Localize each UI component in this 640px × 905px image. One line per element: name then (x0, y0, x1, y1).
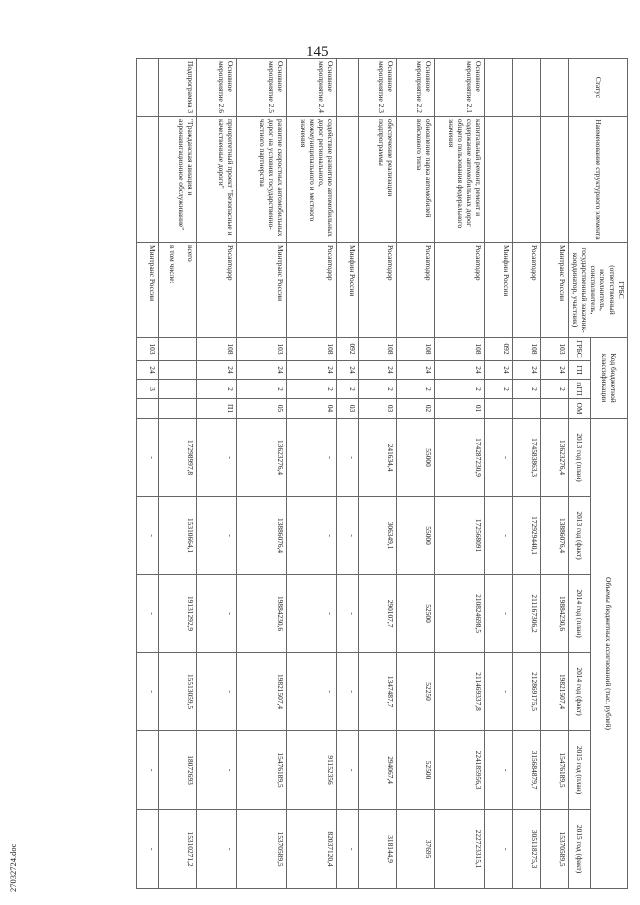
row-code-c4: 03 (337, 399, 359, 419)
row-value: - (485, 810, 513, 889)
row-status: Основное мероприятие 2.6 (197, 59, 237, 117)
row-grbs (237, 243, 287, 338)
header-grbs-title: ГРБС (617, 281, 626, 299)
row-value: 82037120,4 (287, 810, 337, 889)
budget-table (137, 58, 629, 889)
row-code-c4: 05 (237, 399, 287, 419)
row-code-c2: 24 (485, 361, 513, 380)
header-code-om: ОМ (569, 399, 590, 419)
row-value: 15310664,1 (159, 497, 197, 575)
table-row (513, 59, 541, 889)
rotated-page (108, 58, 628, 888)
row-grbs-label: Росавтодор (326, 245, 336, 281)
row-code-c2: 24 (435, 361, 485, 380)
row-value: 13886076,4 (541, 497, 569, 575)
row-value: - (137, 731, 159, 810)
row-status: Основное мероприятие 2.1 (435, 59, 485, 117)
row-status: Основное мероприятие 2.5 (237, 59, 287, 117)
row-value: 52500 (397, 575, 435, 653)
row-code-c1: 108 (359, 338, 397, 361)
table-body (137, 59, 569, 889)
row-name: развитие скоростных автомобильных дорог на условиях государственно-частного партнерства (237, 117, 287, 243)
header-code-pgp: пГП (569, 380, 590, 399)
header-year-2013-fact: 2013 год (факт) (569, 497, 590, 575)
row-value: - (197, 653, 237, 731)
row-value: 15476189,5 (541, 731, 569, 810)
table-row (485, 59, 513, 889)
header-year-2015-fact: 2015 год (факт) (569, 810, 590, 889)
row-code-c1 (159, 338, 197, 361)
row-value: 241634,4 (359, 419, 397, 497)
row-status: Подпрограмма 3 (159, 59, 197, 117)
row-code-c2: 24 (397, 361, 435, 380)
row-code-c3: 2 (197, 380, 237, 399)
header-volumes-group: Объемы бюджетных ассигнований (тыс. рублей) (590, 419, 627, 889)
row-grbs (435, 243, 485, 338)
row-value: 315684879,7 (513, 731, 541, 810)
file-name: 27032724.doc (8, 843, 18, 892)
row-status: Основное мероприятие 2.4 (287, 59, 337, 117)
header-year-2014-plan: 2014 год (план) (569, 575, 590, 653)
row-code-c4: 02 (397, 399, 435, 419)
row-value: 222723315,1 (435, 810, 485, 889)
row-code-c1: 108 (287, 338, 337, 361)
row-code-c1: 103 (237, 338, 287, 361)
row-name (337, 117, 359, 243)
row-code-c4 (541, 399, 569, 419)
row-code-c4 (137, 399, 159, 419)
row-value: 91152356 (287, 731, 337, 810)
row-code-c4: 04 (287, 399, 337, 419)
row-value: 172568091 (435, 497, 485, 575)
row-code-c1: 092 (337, 338, 359, 361)
row-grbs-label: Минтранс России (558, 245, 568, 302)
row-code-c3 (159, 380, 197, 399)
row-value: 172929440,1 (513, 497, 541, 575)
row-value: - (197, 575, 237, 653)
row-value: 305118275,3 (513, 810, 541, 889)
row-code-c1: 108 (397, 338, 435, 361)
row-grbs-label: Росавтодор (226, 245, 236, 281)
row-grbs (337, 243, 359, 338)
row-status: Основное мероприятие 2.2 (397, 59, 435, 117)
row-value: 13623276,4 (541, 419, 569, 497)
row-value: 211167306,2 (513, 575, 541, 653)
header-year-2013-plan: 2013 год (план) (569, 419, 590, 497)
row-status (541, 59, 569, 117)
page-number: 145 (306, 44, 329, 60)
row-name: капитальный ремонт, ремонт и содержание автомобильных дорог общего пользования федерального значения (435, 117, 485, 243)
table-row (287, 59, 337, 889)
row-value: 17298997,8 (159, 419, 197, 497)
row-grbs (359, 243, 397, 338)
row-value: - (137, 653, 159, 731)
row-grbs (397, 243, 435, 338)
row-value: - (485, 497, 513, 575)
row-value: - (197, 497, 237, 575)
row-code-c2: 24 (137, 361, 159, 380)
row-value: 318144,9 (359, 810, 397, 889)
row-value: - (337, 497, 359, 575)
header-name: Наименование структурного элемента (569, 117, 628, 243)
row-status: Основное мероприятие 2.3 (359, 59, 397, 117)
row-value: 15370589,5 (237, 810, 287, 889)
row-name (513, 117, 541, 243)
row-value: 52500 (397, 731, 435, 810)
row-value: - (287, 419, 337, 497)
row-value: - (197, 731, 237, 810)
row-code-c2 (159, 361, 197, 380)
row-value: 19821507,4 (541, 653, 569, 731)
row-value: 212869175,5 (513, 653, 541, 731)
row-grbs-label: Минтранс России (148, 245, 158, 302)
row-value: 224185956,3 (435, 731, 485, 810)
row-code-c1: 103 (541, 338, 569, 361)
row-code-c3: 2 (541, 380, 569, 399)
row-value: 211469337,8 (435, 653, 485, 731)
row-code-c1: 108 (435, 338, 485, 361)
row-status (485, 59, 513, 117)
row-grbs (197, 243, 237, 338)
row-code-c1: 092 (485, 338, 513, 361)
row-grbs (159, 243, 197, 338)
row-value: 19821507,4 (237, 653, 287, 731)
row-value: 1347487,7 (359, 653, 397, 731)
row-code-c4 (485, 399, 513, 419)
row-code-c4: П1 (197, 399, 237, 419)
row-code-c1: 103 (137, 338, 159, 361)
row-value: 13886076,4 (237, 497, 287, 575)
row-value: 55000 (397, 419, 435, 497)
row-status (137, 59, 159, 117)
row-status (513, 59, 541, 117)
row-value: - (337, 653, 359, 731)
row-code-c4 (513, 399, 541, 419)
row-name (541, 117, 569, 243)
row-code-c4: 03 (359, 399, 397, 419)
row-code-c3: 2 (359, 380, 397, 399)
row-value: 19884230,6 (541, 575, 569, 653)
row-grbs-label: Росавтодор (386, 245, 396, 281)
row-code-c4 (159, 399, 197, 419)
row-value: - (197, 810, 237, 889)
row-value: - (137, 497, 159, 575)
row-code-c3: 2 (397, 380, 435, 399)
row-grbs (137, 243, 159, 338)
row-value: - (137, 419, 159, 497)
row-code-c4: 01 (435, 399, 485, 419)
row-grbs (541, 243, 569, 338)
row-name: обеспечение реализации подпрограммы (359, 117, 397, 243)
row-grbs-label: Минфин России (502, 245, 512, 297)
table-row (197, 59, 237, 889)
row-value: 15513059,5 (159, 653, 197, 731)
row-value: 306349,1 (359, 497, 397, 575)
row-code-c2: 24 (359, 361, 397, 380)
row-value: 294067,4 (359, 731, 397, 810)
row-value: - (287, 653, 337, 731)
row-status (337, 59, 359, 117)
table-row (159, 59, 197, 889)
header-code-group: Код бюджетной классификации (590, 338, 627, 419)
header-code-grbs: ГРБС (569, 338, 590, 361)
row-code-c1: 108 (197, 338, 237, 361)
table-row (541, 59, 569, 889)
row-value: - (337, 731, 359, 810)
row-value: - (287, 497, 337, 575)
row-value: 174287230,9 (435, 419, 485, 497)
row-code-c3: 2 (237, 380, 287, 399)
table-row (359, 59, 397, 889)
row-value: - (137, 810, 159, 889)
row-code-c1: 108 (513, 338, 541, 361)
row-value: 18072693 (159, 731, 197, 810)
row-grbs-label: Минтранс России (276, 245, 286, 302)
row-value: 55000 (397, 497, 435, 575)
row-grbs-label: Росавтодор (424, 245, 434, 281)
row-value: 210824698,5 (435, 575, 485, 653)
row-grbs (485, 243, 513, 338)
row-value: 52250 (397, 653, 435, 731)
row-name (137, 117, 159, 243)
row-value: - (485, 731, 513, 810)
header-year-2014-fact: 2014 год (факт) (569, 653, 590, 731)
row-code-c2: 24 (197, 361, 237, 380)
header-year-2015-plan: 2015 год (план) (569, 731, 590, 810)
row-code-c3: 2 (485, 380, 513, 399)
header-grbs-sub: (ответственный исполнитель, соисполнитель, государственный заказчик-координатор, участник) (570, 247, 617, 333)
row-value: 19884230,6 (237, 575, 287, 653)
table-row (237, 59, 287, 889)
row-value: 19131292,9 (159, 575, 197, 653)
table-row (137, 59, 159, 889)
header-status: Статус (569, 59, 628, 117)
row-name: обновление парка автомобилей войскового типа (397, 117, 435, 243)
row-grbs (513, 243, 541, 338)
row-code-c2: 24 (337, 361, 359, 380)
row-grbs-label: всего (186, 245, 196, 262)
row-code-c2: 24 (541, 361, 569, 380)
row-value: - (485, 575, 513, 653)
row-value: 174583863,3 (513, 419, 541, 497)
row-code-c2: 24 (287, 361, 337, 380)
table-row (435, 59, 485, 889)
row-value: - (337, 419, 359, 497)
row-value: 13623276,4 (237, 419, 287, 497)
row-grbs-note: в том числе: (168, 245, 177, 284)
row-grbs-label: Росавтодор (474, 245, 484, 281)
row-code-c3: 2 (435, 380, 485, 399)
table-row (337, 59, 359, 889)
row-value: 37695 (397, 810, 435, 889)
row-code-c2: 24 (513, 361, 541, 380)
row-grbs (287, 243, 337, 338)
row-value: - (137, 575, 159, 653)
row-name (485, 117, 513, 243)
row-code-c3: 2 (513, 380, 541, 399)
row-code-c3: 3 (137, 380, 159, 399)
row-grbs-label: Минфин России (348, 245, 358, 297)
row-value: - (485, 653, 513, 731)
row-code-c3: 2 (287, 380, 337, 399)
row-value: 15310271,2 (159, 810, 197, 889)
table-row (397, 59, 435, 889)
row-value: - (287, 575, 337, 653)
row-code-c2: 24 (237, 361, 287, 380)
row-value: - (197, 419, 237, 497)
row-value: - (485, 419, 513, 497)
row-value: - (337, 575, 359, 653)
row-name: приоритетный проект "Безопасные и качественные дороги" (197, 117, 237, 243)
row-name: "Гражданская авиация и аэронавигационное обслуживание" (159, 117, 197, 243)
header-grbs (569, 243, 628, 338)
row-value: - (337, 810, 359, 889)
row-name: содействие развитию автомобильных дорог регионального, межмуниципального и местного значения (287, 117, 337, 243)
row-value: 290107,7 (359, 575, 397, 653)
row-grbs-label: Росавтодор (530, 245, 540, 281)
row-value: 15476189,5 (237, 731, 287, 810)
row-value: 15370589,5 (541, 810, 569, 889)
header-code-gp: ГП (569, 361, 590, 380)
row-code-c3: 2 (337, 380, 359, 399)
